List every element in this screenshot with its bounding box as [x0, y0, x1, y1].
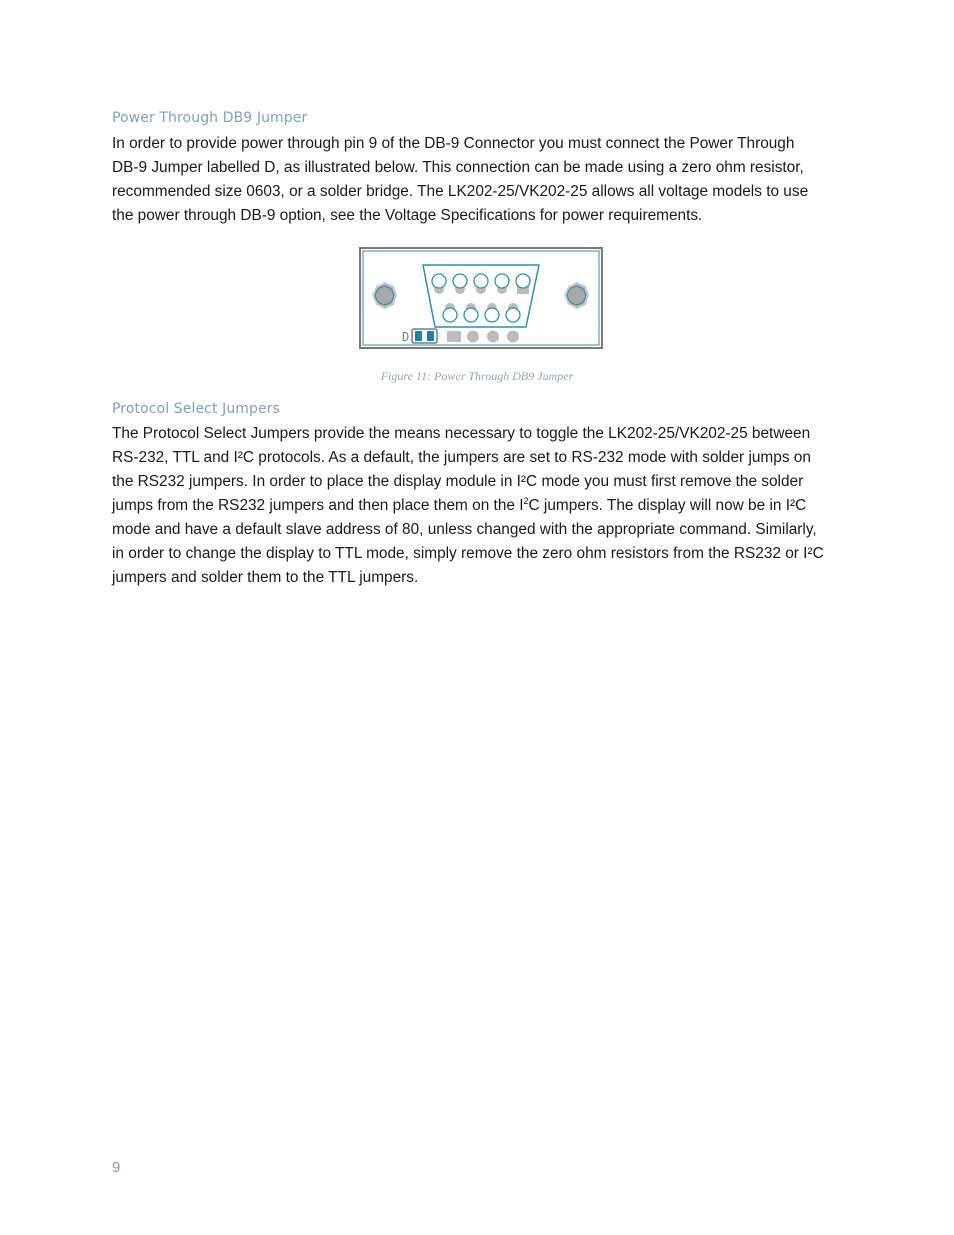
paragraph-line: the RS232 jumpers. In order to place the display module in I²C mode you must first remove the solder	[112, 473, 804, 490]
paragraph-protocol-select	[112, 422, 847, 590]
page-number: 9	[112, 1159, 121, 1176]
section-heading-power-through-db9: Power Through DB9 Jumper	[112, 110, 308, 126]
paragraph-line: recommended size 0603, or a solder bridge. The LK202-25/VK202-25 allows all voltage models to use	[112, 183, 809, 200]
paragraph-line: DB-9 Jumper labelled D, as illustrated below. This connection can be made using a zero ohm resistor,	[112, 159, 804, 176]
mounting-hole-right	[565, 283, 588, 308]
paragraph-line: In order to provide power through pin 9 of the DB-9 Connector you must connect the Power Through	[112, 135, 795, 152]
jumper-d-label: D	[402, 330, 410, 344]
db9-jumper-figure	[359, 247, 603, 349]
text-run: jumps from the RS232 jumpers and then place them on the I	[112, 497, 524, 514]
paragraph-line: RS-232, TTL and I²C protocols. As a default, the jumpers are set to RS-232 mode with solder jumps on	[112, 449, 811, 466]
mounting-hole-left	[373, 283, 396, 308]
superscript: 2	[523, 495, 529, 506]
figure-caption: Figure 11: Power Through DB9 Jumper	[380, 369, 574, 383]
db9-connector-diagram	[359, 247, 603, 349]
text-run: C jumpers. The display will now be in I²C	[528, 497, 807, 514]
paragraph-line	[112, 494, 847, 518]
paragraph-line: jumpers and solder them to the TTL jumpers.	[112, 569, 419, 586]
paragraph-line: in order to change the display to TTL mode, simply remove the zero ohm resistors from the RS232 or I²C	[112, 545, 824, 562]
section-heading-protocol-select: Protocol Select Jumpers	[112, 401, 280, 417]
paragraph-line: the power through DB-9 option, see the Voltage Specifications for power requirements.	[112, 207, 703, 224]
paragraph-power-through-db9	[112, 132, 847, 228]
paragraph-line: The Protocol Select Jumpers provide the means necessary to toggle the LK202-25/VK202-25 between	[112, 425, 811, 442]
paragraph-line: mode and have a default slave address of 80, unless changed with the appropriate command. Similarly,	[112, 521, 817, 538]
